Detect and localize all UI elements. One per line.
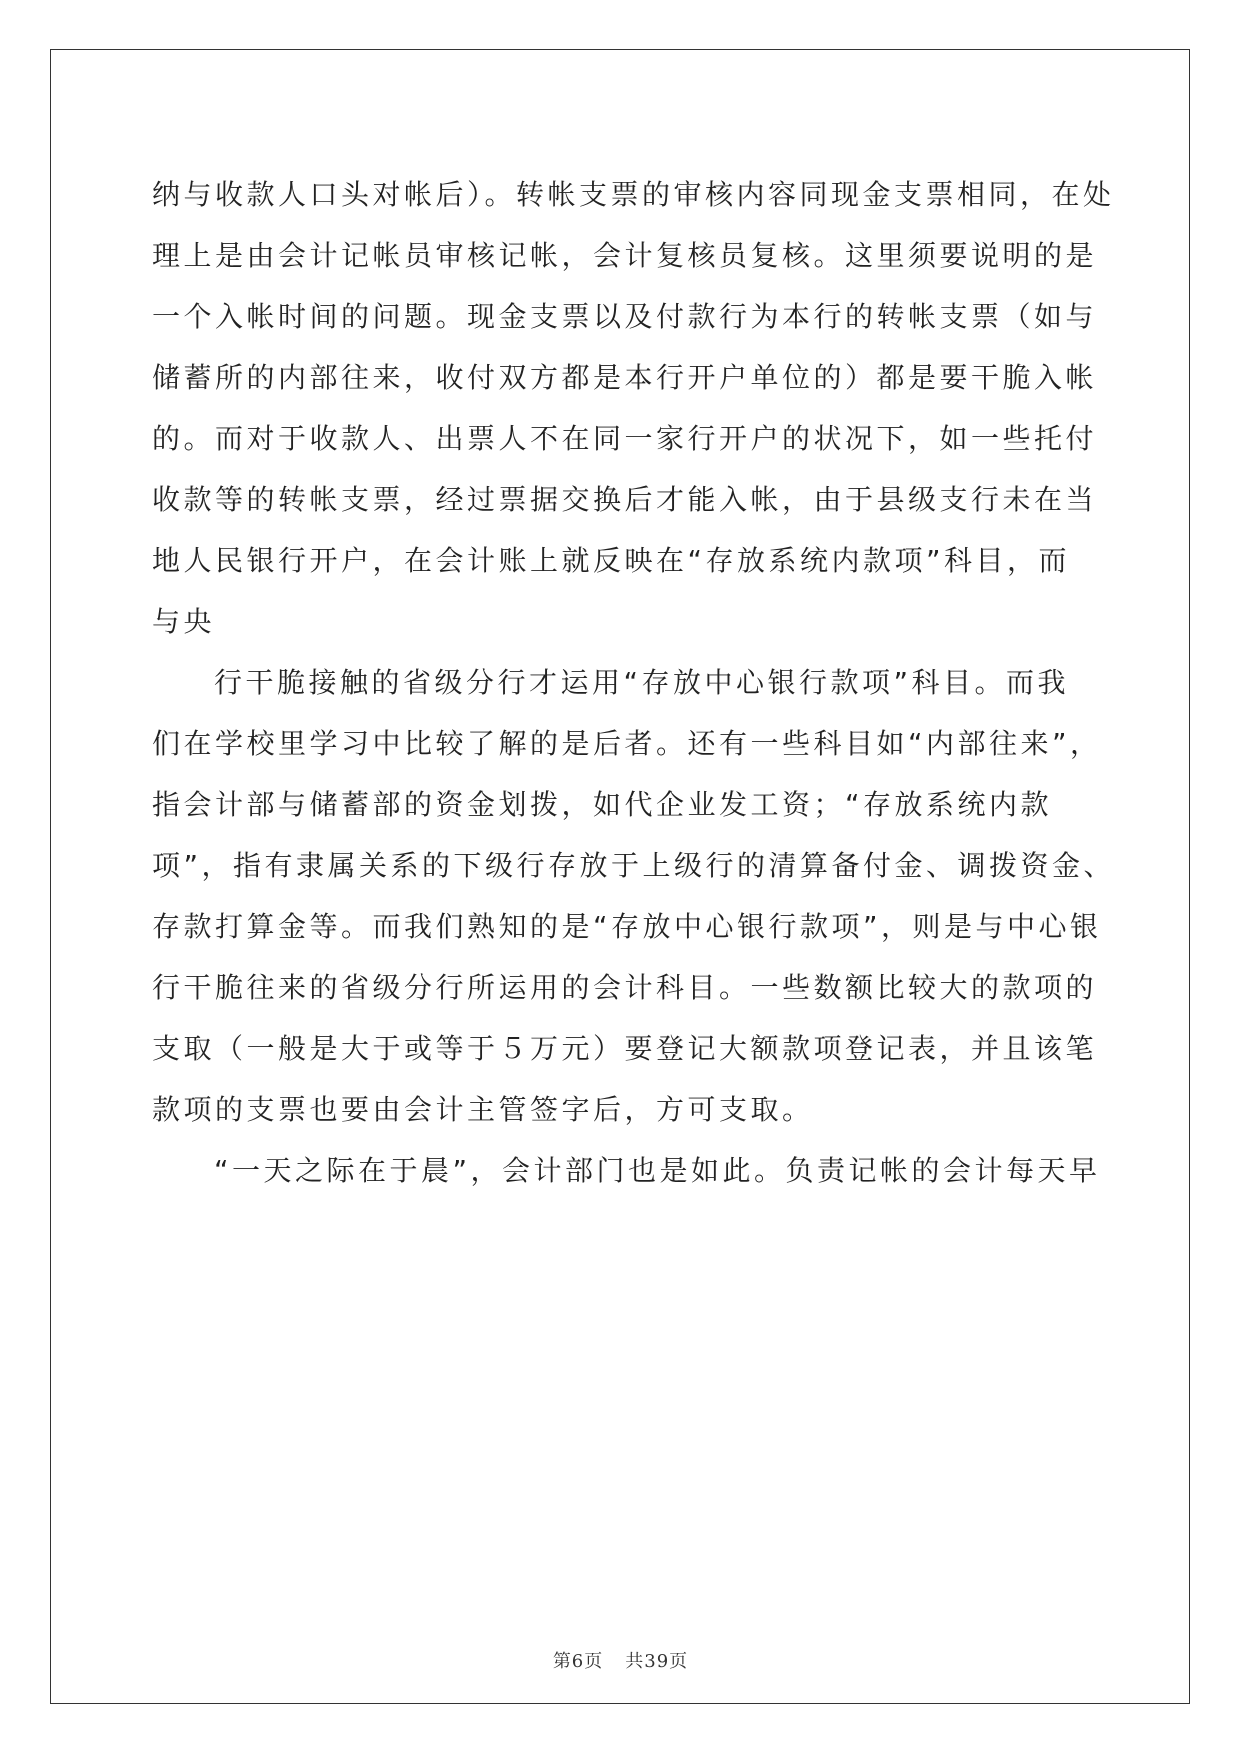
text-line: 行干脆往来的省级分行所运用的会计科目。一些数额比较大的款项的: [152, 971, 1098, 1004]
document-body: [152, 164, 1116, 1201]
text-line: 纳与收款人口头对帐后）。转帐支票的审核内容同现金支票相同，在处: [152, 178, 1115, 211]
text-line: 项”，指有隶属关系的下级行存放于上级行的清算备付金、调拨资金、: [152, 849, 1116, 882]
text-line: 款项的支票也要由会计主管签字后，方可支取。: [152, 1093, 814, 1126]
text-line: 们在学校里学习中比较了解的是后者。还有一些科目如“内部往来”，: [152, 727, 1102, 760]
text-line: 支取（一般是大于或等于５万元）要登记大额款项登记表，并且该笔: [152, 1032, 1098, 1065]
text-line: 收款等的转帐支票，经过票据交换后才能入帐，由于县级支行未在当: [152, 483, 1098, 516]
text-line: 存款打算金等。而我们熟知的是“存放中心银行款项”，则是与中心银: [152, 910, 1102, 943]
text-line: 指会计部与储蓄部的资金划拨，如代企业发工资；“存放系统内款: [152, 788, 1053, 821]
text-line: 的。而对于收款人、出票人不在同一家行开户的状况下，如一些托付: [152, 422, 1098, 455]
text-line: 储蓄所的内部往来，收付双方都是本行开户单位的）都是要干脆入帐: [152, 361, 1098, 394]
text-line: 与央: [152, 605, 216, 638]
paragraph-start-line: 行干脆接触的省级分行才运用“存放中心银行款项”科目。而我: [214, 666, 1070, 699]
page-footer: [0, 1647, 1241, 1673]
text-line: 理上是由会计记帐员审核记帐，会计复核员复核。这里须要说明的是: [152, 239, 1098, 272]
text-line: 地人民银行开户，在会计账上就反映在“存放系统内款项”科目，而: [152, 544, 1071, 577]
text-line: 一个入帐时间的问题。现金支票以及付款行为本行的转帐支票（如与: [152, 300, 1098, 333]
paragraph-start-line: “一天之际在于晨”，会计部门也是如此。负责记帐的会计每天早: [214, 1154, 1101, 1187]
page-number: 第6页: [552, 1651, 604, 1672]
total-pages: 共39页: [625, 1651, 689, 1672]
